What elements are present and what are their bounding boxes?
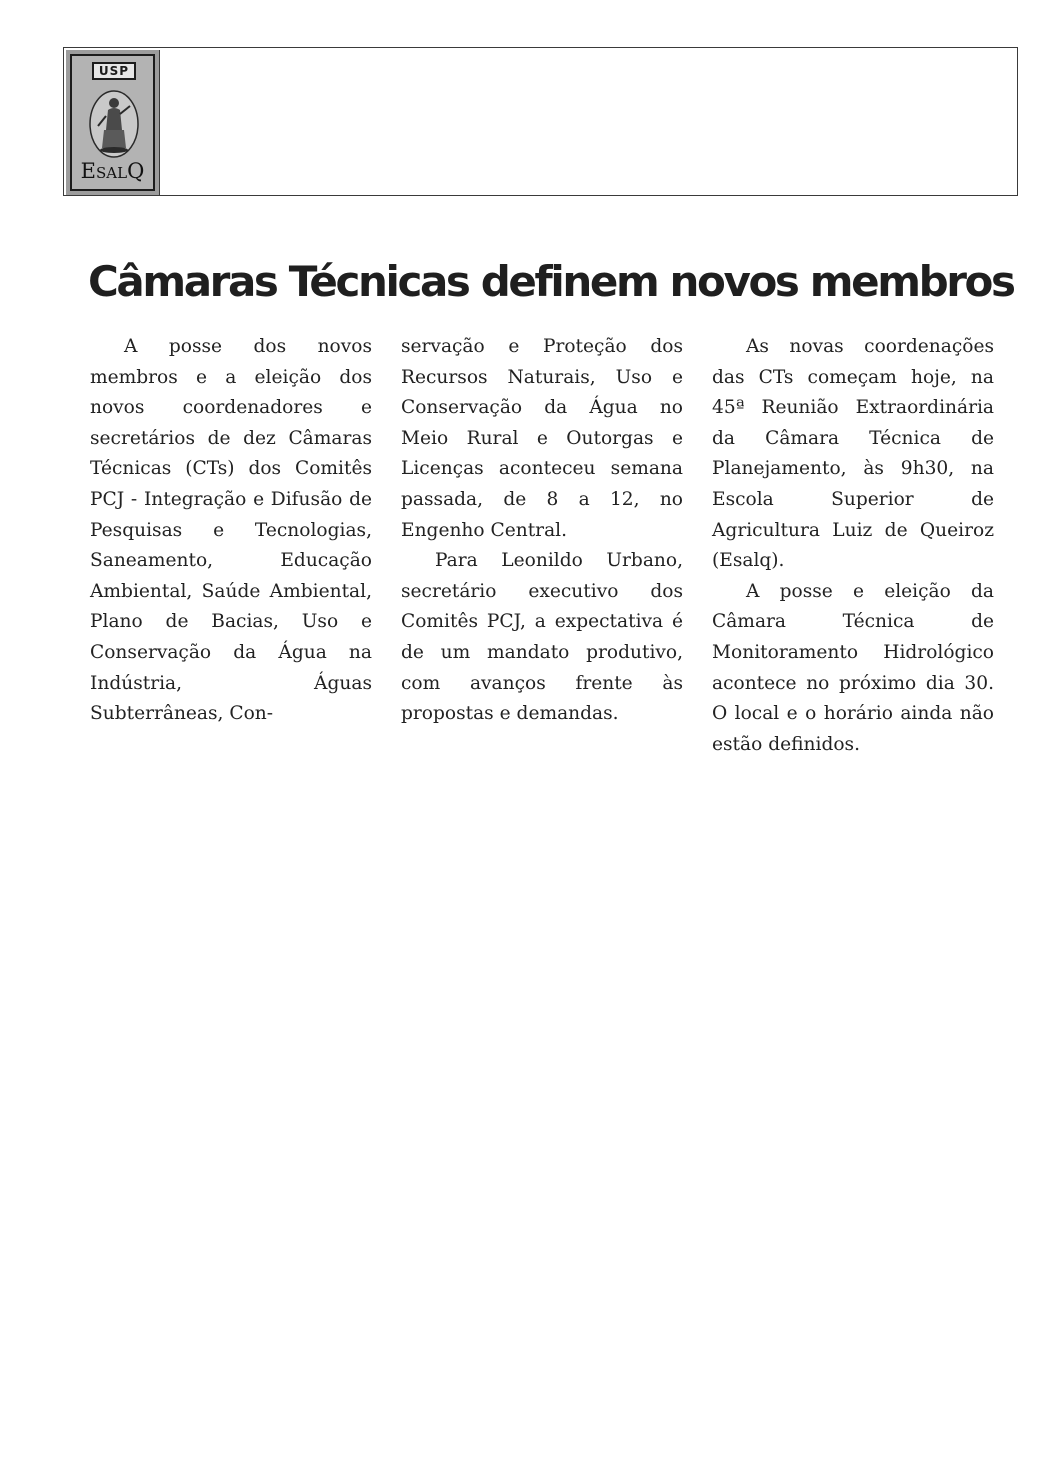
clipping-header [63, 47, 1018, 196]
esalq-logo [66, 50, 160, 195]
seal-figure-icon [86, 86, 142, 160]
article-paragraph: A posse e eleição da Câmara Técnica de Monitoramento Hidrológico acontece no próximo dia 30. O local e o horário ainda não estão definidos. [712, 580, 994, 755]
article-headline: Câmaras Técnicas definem novos membros [88, 257, 1014, 306]
article-paragraph: servação e Proteção dos Recursos Naturais, Uso e Conservação da Água no Meio Rural e Outorgas e Licenças aconteceu semana passada, de 8 a 12, no Engenho Central. [401, 336, 683, 541]
article-paragraph: A posse dos novos membros e a eleição dos novos coordenadores e secretários de dez Câmaras Técnicas (CTs) dos Comitês PCJ - Integração e Difusão de Pesquisas e Tecnologias, Saneamento, Educação Ambiental, Saúde Ambiental, Plano de Bacias, Uso e Conservação da Água na Indústria, Águas Subterrâneas, Con- [90, 336, 372, 725]
article-paragraph: Para Leonildo Urbano, secretário executivo dos Comitês PCJ, a expectativa é de um mandato produtivo, com avanços frente às propostas e demandas. [401, 550, 683, 725]
logo-frame [70, 54, 155, 191]
article-column-3 [712, 332, 994, 760]
article-paragraph: As novas coordenações das CTs começam hoje, na 45ª Reunião Extraordinária da Câmara Técnica de Planejamento, às 9h30, na Escola Superior de Agricultura Luiz de Queiroz (Esalq). [712, 336, 994, 572]
usp-wordmark: USP [92, 62, 136, 80]
article-column-2 [401, 332, 683, 730]
esalq-wordmark: ESALQ [80, 159, 145, 183]
article-column-1 [90, 332, 372, 730]
